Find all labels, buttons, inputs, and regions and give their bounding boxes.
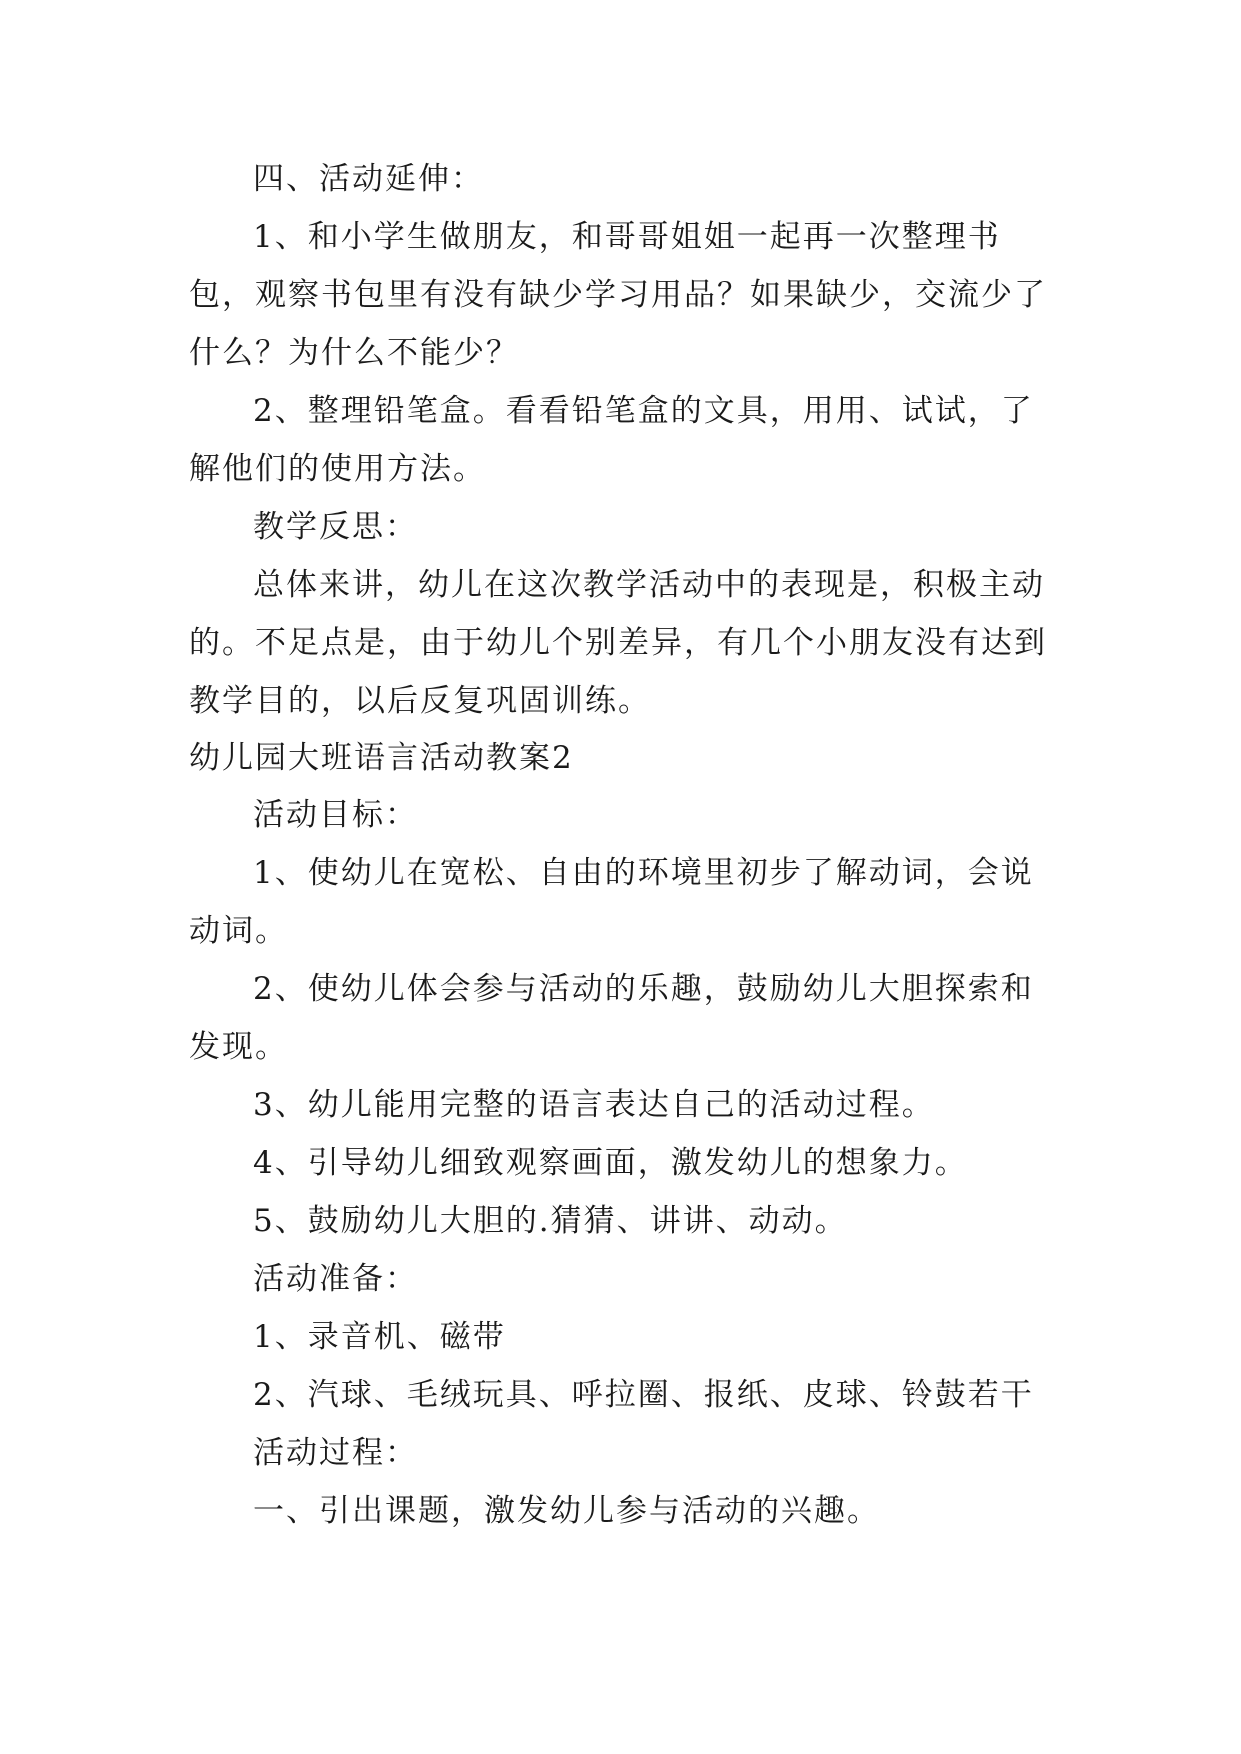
paragraph-process-heading: 活动过程：: [253, 1435, 418, 1471]
paragraph-preparation-item-1: 1、录音机、磁带: [253, 1319, 506, 1355]
section-title: 幼儿园大班语言活动教案2: [189, 740, 574, 776]
document-body: [189, 150, 1059, 1540]
paragraph-preparation-heading: 活动准备：: [253, 1261, 418, 1297]
paragraph-goal-2: 2、使幼儿体会参与活动的乐趣，鼓励幼儿大胆探索和发现。: [189, 971, 1034, 1065]
paragraph-goal-1: 1、使幼儿在宽松、自由的环境里初步了解动词，会说动词。: [189, 855, 1034, 949]
paragraph-process-step-1: 一、引出课题，激发幼儿参与活动的兴趣。: [253, 1493, 880, 1529]
paragraph-goal-5: 5、鼓励幼儿大胆的.猜猜、讲讲、动动。: [253, 1203, 848, 1239]
paragraph-extension-item-1: 1、和小学生做朋友，和哥哥姐姐一起再一次整理书包，观察书包里有没有缺少学习用品？如果缺少，交流少了什么？为什么不能少？: [189, 219, 1047, 371]
paragraph-goal-4: 4、引导幼儿细致观察画面，激发幼儿的想象力。: [253, 1145, 968, 1181]
paragraph-goals-heading: 活动目标：: [253, 797, 418, 833]
paragraph-goal-3: 3、幼儿能用完整的语言表达自己的活动过程。: [253, 1087, 935, 1123]
paragraph-preparation-item-2: 2、汽球、毛绒玩具、呼拉圈、报纸、皮球、铃鼓若干: [253, 1377, 1034, 1413]
paragraph-reflection-heading: 教学反思：: [253, 509, 418, 545]
paragraph-extension-item-2: 2、整理铅笔盒。看看铅笔盒的文具，用用、试试，了解他们的使用方法。: [189, 393, 1034, 487]
paragraph-activity-extension-heading: 四、活动延伸：: [253, 161, 484, 197]
paragraph-reflection-body: 总体来讲，幼儿在这次教学活动中的表现是，积极主动的。不足点是，由于幼儿个别差异，有几个小朋友没有达到教学目的，以后反复巩固训练。: [189, 567, 1047, 719]
